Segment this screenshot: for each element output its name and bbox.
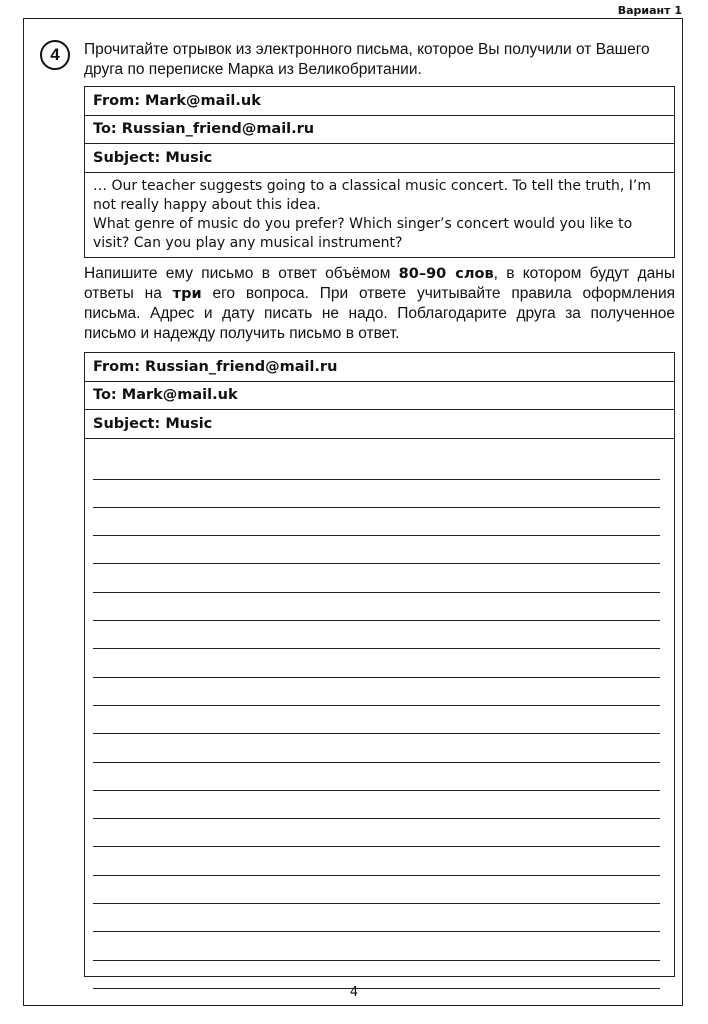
reply-email-box xyxy=(84,352,675,977)
writing-line xyxy=(93,790,660,791)
instruction-part3: его вопроса. При ответе учитывайте правила оформления письма. Адрес и дату писать не надо. Поблагодарите друга за полученное письмо и надежду получить письмо в ответ. xyxy=(84,285,675,342)
task-intro xyxy=(84,40,676,80)
writing-line xyxy=(93,648,660,649)
incoming-email-from: From: Mark@mail.uk xyxy=(85,87,674,116)
instruction-part1: Напишите ему письмо в ответ объёмом xyxy=(84,265,399,282)
writing-line xyxy=(93,705,660,706)
task-intro-line1: Прочитайте отрывок из электронного письма, которое Вы получили от Вашего xyxy=(84,41,650,58)
writing-line xyxy=(93,592,660,593)
incoming-email-subject: Subject: Music xyxy=(85,144,674,173)
writing-line xyxy=(93,762,660,763)
instruction-word-count: 80–90 слов xyxy=(398,266,494,282)
instruction-part2: , в котором будут даны ответы на xyxy=(84,265,675,302)
writing-line xyxy=(93,563,660,564)
writing-line xyxy=(93,931,660,932)
incoming-email-body xyxy=(85,173,674,257)
writing-line xyxy=(93,677,660,678)
variant-label: Вариант 1 xyxy=(617,4,682,17)
reply-email-subject: Subject: Music xyxy=(85,410,674,439)
reply-email-to: To: Mark@mail.uk xyxy=(85,382,674,411)
writing-line xyxy=(93,960,660,961)
writing-line xyxy=(93,733,660,734)
writing-line xyxy=(93,903,660,904)
writing-line xyxy=(93,507,660,508)
writing-line xyxy=(93,535,660,536)
incoming-email-paragraph-1: … Our teacher suggests going to a classical music concert. To tell the truth, I’m not really happy about this idea. xyxy=(93,177,652,213)
writing-line xyxy=(93,479,660,480)
writing-line xyxy=(93,620,660,621)
incoming-email-paragraph-2: What genre of music do you prefer? Which singer’s concert would you like to visit? Can you play any musical instrument? xyxy=(93,215,633,251)
writing-line xyxy=(93,875,660,876)
incoming-email-box xyxy=(84,86,675,258)
reply-email-from: From: Russian_friend@mail.ru xyxy=(85,353,674,382)
writing-line xyxy=(93,818,660,819)
writing-instruction xyxy=(84,264,675,344)
task-intro-line2: друга по переписке Марка из Великобритании. xyxy=(84,61,422,78)
page-number: 4 xyxy=(349,985,359,1000)
instruction-three: три xyxy=(172,286,202,302)
task-number-badge: 4 xyxy=(40,40,70,70)
incoming-email-to: To: Russian_friend@mail.ru xyxy=(85,116,674,145)
writing-line xyxy=(93,846,660,847)
